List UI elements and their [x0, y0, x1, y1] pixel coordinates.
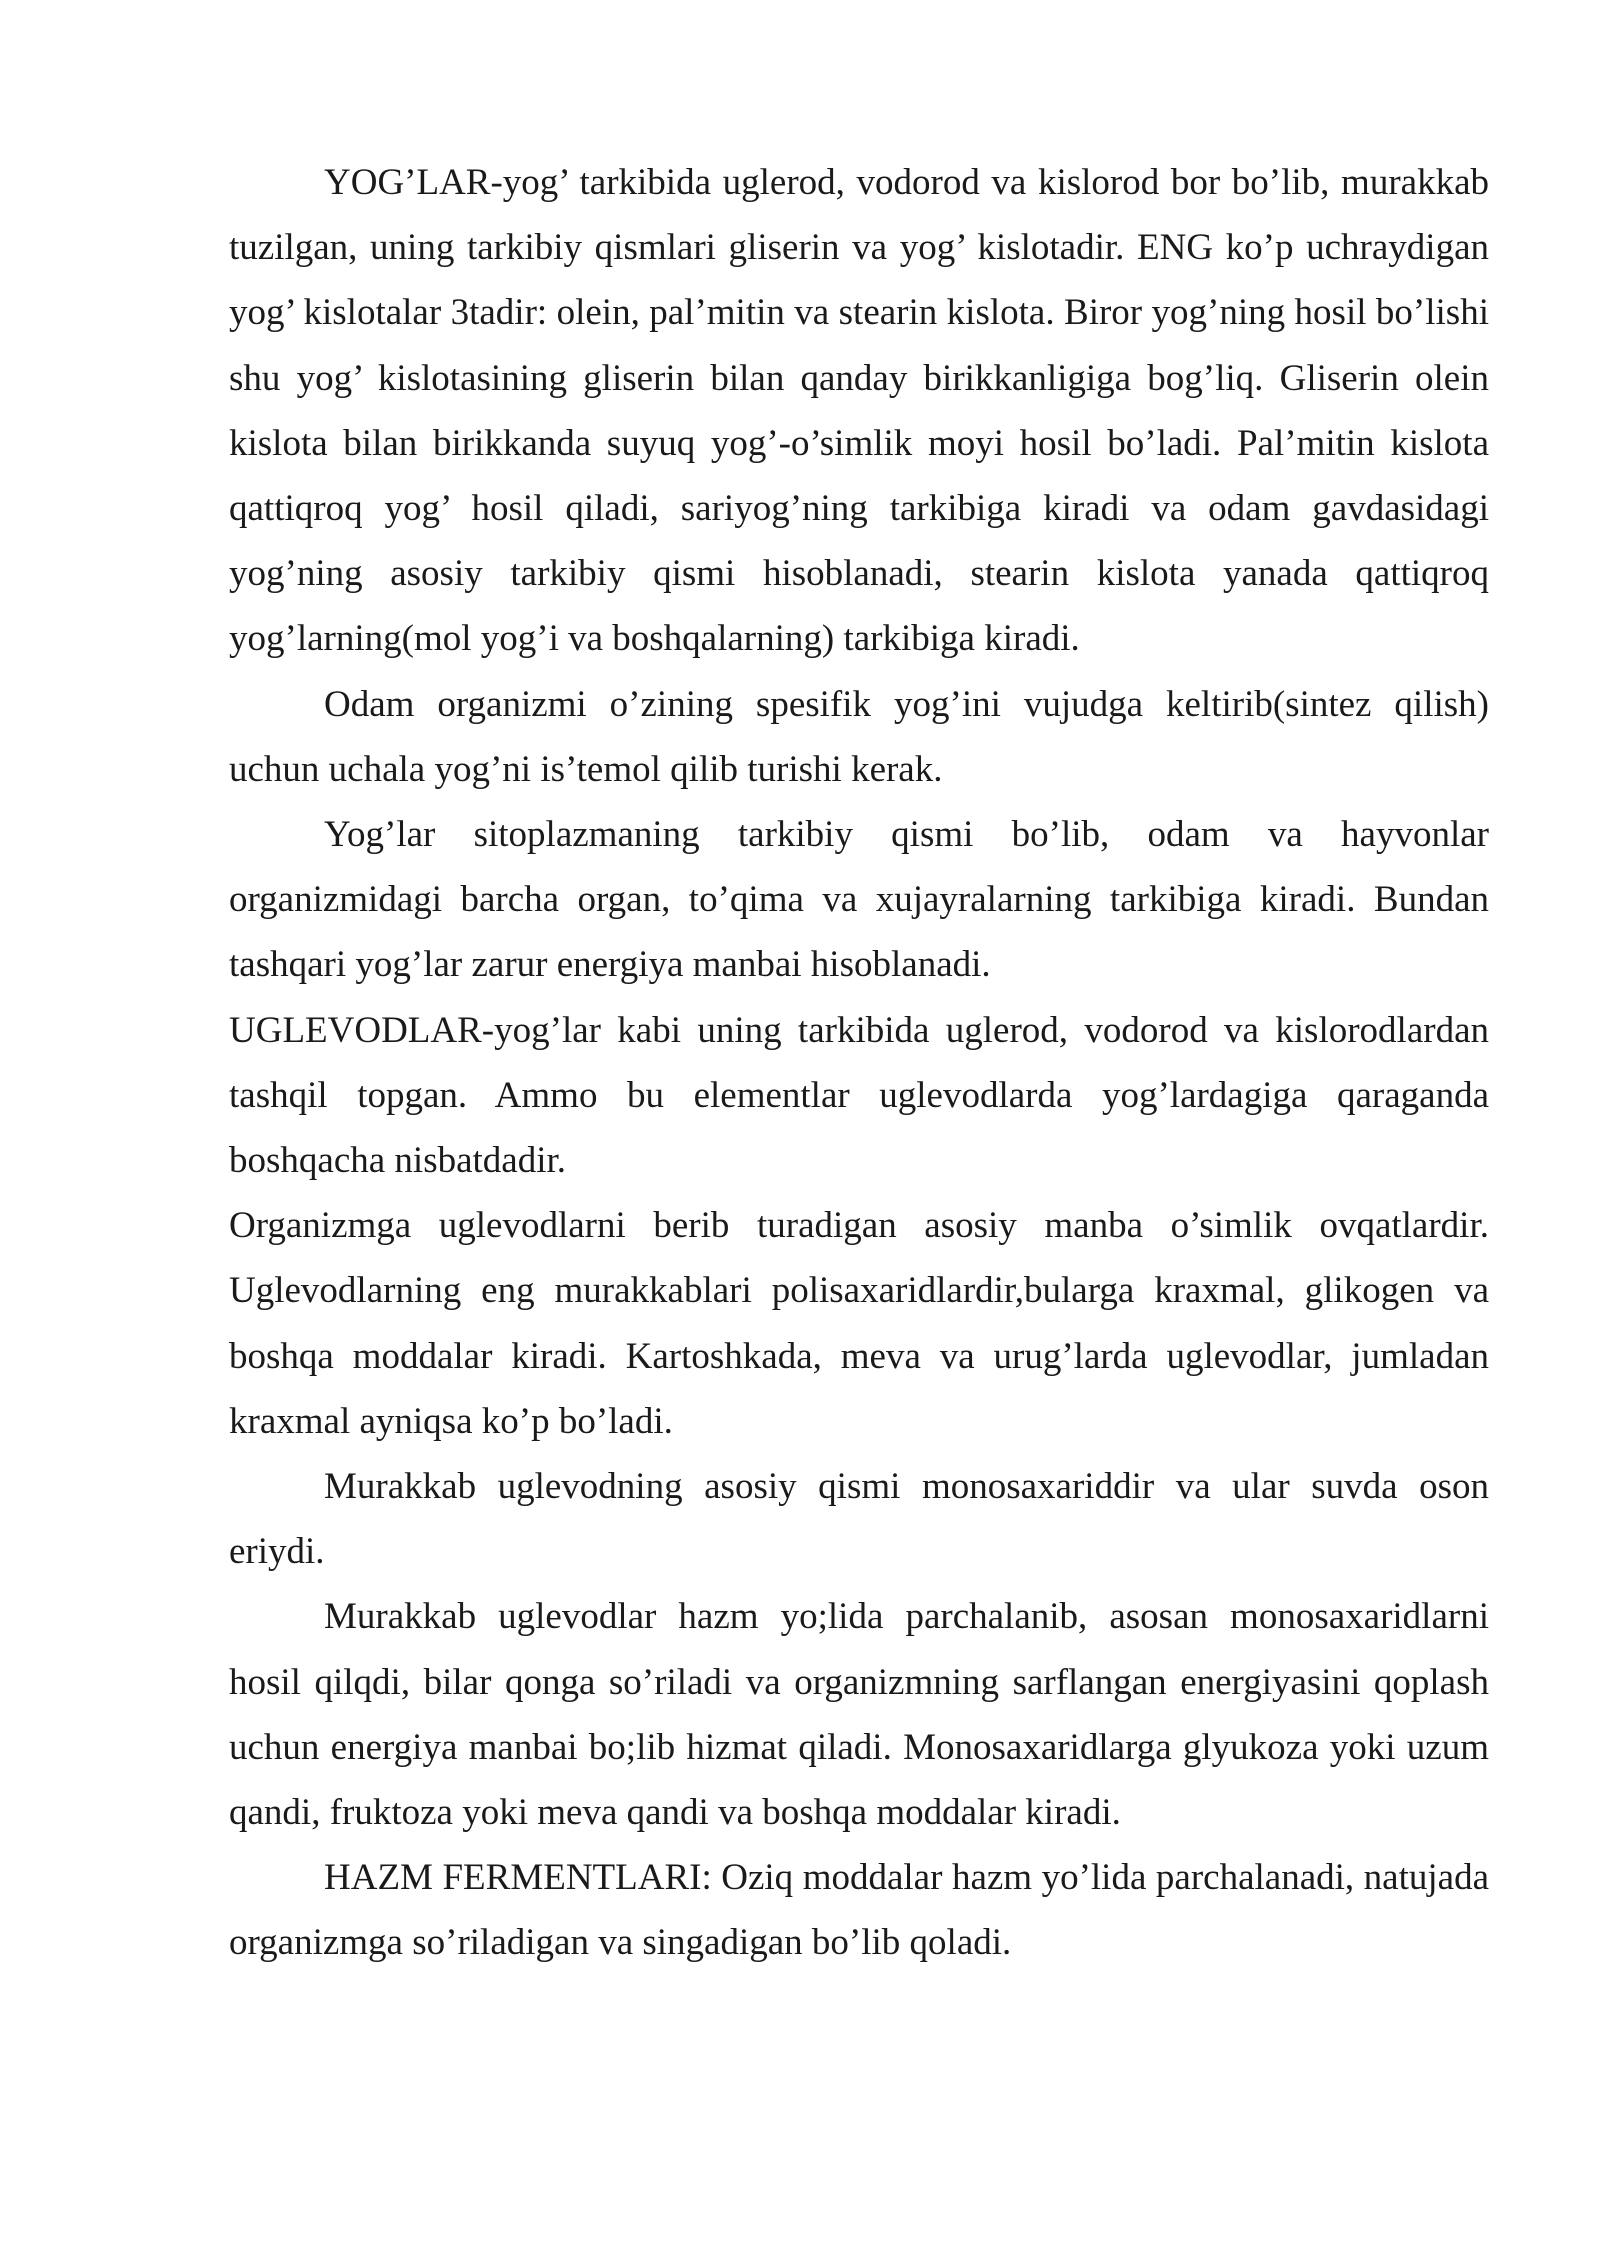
paragraph-yoglar: YOG’LAR-yog’ tarkibida uglerod, vodorod va kislorod bor bo’lib, murakkab tuzilgan, uning tarkibiy qismlari gliserin va yog’ kislotadir. ENG ko’p uchraydigan yog’ kislotalar 3tadir: olein, pal’mitin va stearin kislota. Biror yog’ning hosil bo’lishi shu yog’ kislotasining gliserin bilan qanday birikkanligiga bog’liq. Gliserin olein kislota bilan birikkanda suyuq yog’-o’simlik moyi hosil bo’ladi. Pal’mitin kislota qattiqroq yog’ hosil qiladi, sariyog’ning tarkibiga kiradi va odam gavdasidagi yog’ning asosiy tarkibiy qismi hisoblanadi, stearin kislota yanada qattiqroq yog’larning(mol yog’i va boshqalarning) tarkibiga kiradi.	[229, 162, 1489, 660]
document-page	[229, 150, 1489, 1976]
paragraph-yoglar-sitoplazma: Yog’lar sitoplazmaning tarkibiy qismi bo’lib, odam va hayvonlar organizmidagi barcha organ, to’qima va xujayralarning tarkibiga kiradi. Bundan tashqari yog’lar zarur energiya manbai hisoblanadi.	[229, 814, 1489, 986]
paragraph-murakkab-uglevodlar-hazm: Murakkab uglevodlar hazm yo;lida parchalanib, asosan monosaxaridlarni hosil qilqdi, bilar qonga so’riladi va organizmning sarflangan energiyasini qoplash uchun energiya manbai bo;lib hizmat qiladi. Monosaxaridlarga glyukoza yoki uzum qandi, fruktoza yoki meva qandi va boshqa moddalar kiradi.	[229, 1596, 1489, 1834]
paragraph-uglevodlar: UGLEVODLAR-yog’lar kabi uning tarkibida uglerod, vodorod va kislorodlardan tashqil topgan. Ammo bu elementlar uglevodlarda yog’lardagiga qaraganda boshqacha nisbatdadir.	[229, 1009, 1489, 1182]
paragraph-organizmga-uglevodlar: Organizmga uglevodlarni berib turadigan asosiy manba o’simlik ovqatlardir. Uglevodlarning eng murakkablari polisaxaridlardir,bularga kraxmal, glikogen va boshqa moddalar kiradi. Kartoshkada, meva va urug’larda uglevodlar, jumladan kraxmal ayniqsa ko’p bo’ladi.	[229, 1205, 1489, 1442]
paragraph-murakkab-uglevod: Murakkab uglevodning asosiy qismi monosaxariddir va ular suvda oson eriydi.	[229, 1466, 1489, 1573]
paragraph-hazm-fermentlari: HAZM FERMENTLARI: Oziq moddalar hazm yo’lida parchalanadi, natujada organizmga so’riladigan va singadigan bo’lib qoladi.	[229, 1857, 1489, 1964]
paragraph-odam-organizmi: Odam organizmi o’zining spesifik yog’ini vujudga keltirib(sintez qilish) uchun uchala yog’ni is’temol qilib turishi kerak.	[229, 683, 1489, 790]
